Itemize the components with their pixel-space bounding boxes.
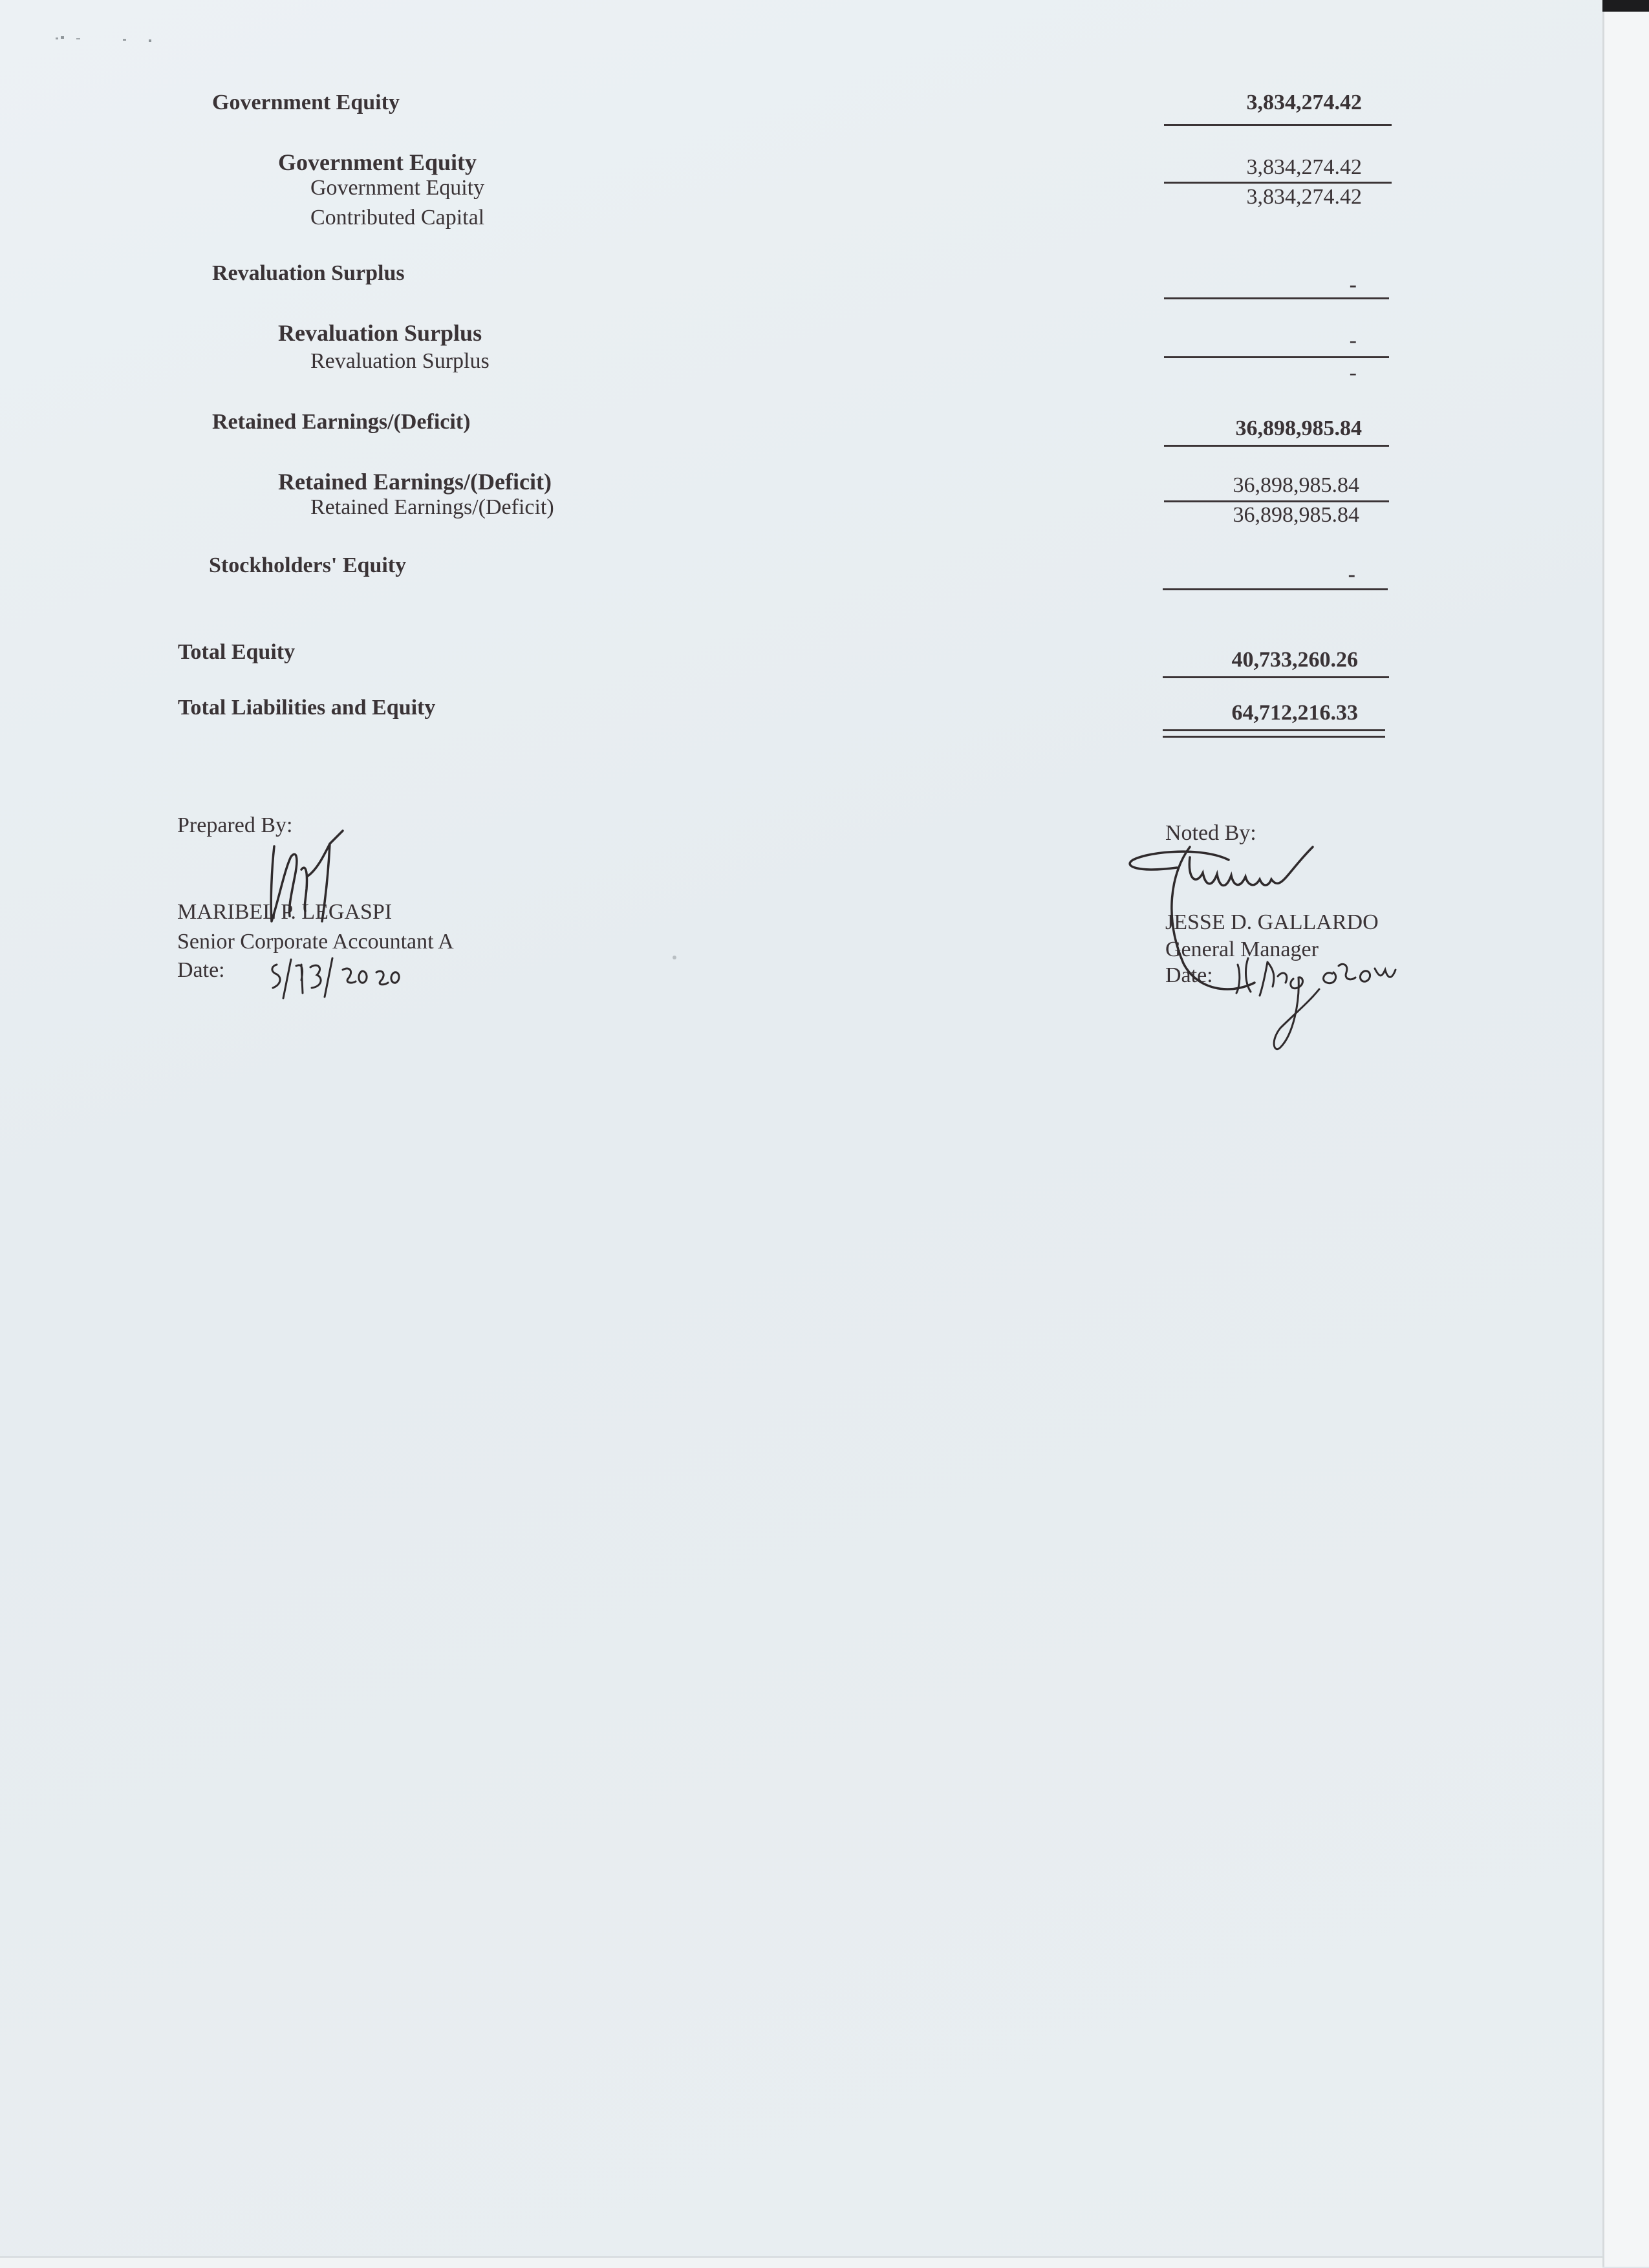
sub-heading-amount: 36,898,985.84 xyxy=(1233,473,1359,497)
noted-caption: Noted By: xyxy=(1165,821,1256,845)
scanner-margin-right xyxy=(1602,0,1649,2267)
paper-speck xyxy=(673,956,676,959)
retained-earnings-heading-row xyxy=(0,410,1602,449)
line-label: Contributed Capital xyxy=(310,206,485,230)
sub-heading: Government Equity xyxy=(278,149,477,175)
underline xyxy=(1163,588,1388,590)
section-amount: - xyxy=(1348,562,1355,586)
section-amount: - xyxy=(1349,273,1357,297)
sub-heading-amount: - xyxy=(1349,328,1357,352)
line-label: Revaluation Surplus xyxy=(310,349,490,373)
noted-date-label: Date: xyxy=(1165,963,1213,987)
total-equity-label: Total Equity xyxy=(178,640,296,664)
double-underline-top xyxy=(1163,729,1385,731)
total-liabilities-equity-label: Total Liabilities and Equity xyxy=(178,696,436,720)
line-item xyxy=(0,206,1602,244)
double-underline-bottom xyxy=(1163,736,1385,738)
section-heading: Retained Earnings/(Deficit) xyxy=(212,410,471,434)
total-equity-amount: 40,733,260.26 xyxy=(1231,648,1358,672)
noted-handwritten-date xyxy=(1229,950,1461,1060)
line-label: Government Equity xyxy=(310,176,485,200)
scanner-margin-bottom xyxy=(0,2256,1602,2268)
stockholders-equity-heading-row xyxy=(0,553,1602,592)
line-amount: 36,898,985.84 xyxy=(1233,503,1359,527)
prepared-title: Senior Corporate Accountant A xyxy=(177,930,454,954)
prepared-name: MARIBEL P. LEGASPI xyxy=(177,900,393,924)
sub-heading: Retained Earnings/(Deficit) xyxy=(278,469,552,495)
scan-specks xyxy=(52,32,181,52)
prepared-caption: Prepared By: xyxy=(177,813,293,837)
section-amount: 36,898,985.84 xyxy=(1235,416,1362,440)
section-amount: 3,834,274.42 xyxy=(1246,91,1362,114)
total-liabilities-equity-amount: 64,712,216.33 xyxy=(1231,701,1358,725)
noted-name: JESSE D. GALLARDO xyxy=(1165,910,1379,934)
prepared-date-label: Date: xyxy=(177,958,225,982)
sub-heading: Revaluation Surplus xyxy=(278,320,482,346)
underline xyxy=(1164,297,1389,299)
total-liabilities-equity-row xyxy=(0,696,1602,734)
section-heading: Revaluation Surplus xyxy=(212,261,405,285)
prepared-handwritten-date xyxy=(265,957,407,1002)
revaluation-surplus-heading-row xyxy=(0,261,1602,300)
underline xyxy=(1163,676,1389,678)
line-label: Retained Earnings/(Deficit) xyxy=(310,495,554,519)
section-heading: Stockholders' Equity xyxy=(209,553,407,577)
noted-title: General Manager xyxy=(1165,937,1319,961)
underline xyxy=(1164,445,1389,447)
total-equity-row xyxy=(0,640,1602,679)
underline xyxy=(1164,124,1392,126)
government-equity-heading-row xyxy=(0,91,1602,129)
section-heading: Government Equity xyxy=(212,91,400,114)
sub-heading-amount: 3,834,274.42 xyxy=(1246,155,1362,179)
line-item xyxy=(0,349,1602,388)
line-item xyxy=(0,495,1602,534)
scanner-shadow xyxy=(1602,0,1649,12)
line-amount: 3,834,274.42 xyxy=(1246,185,1362,209)
line-amount: - xyxy=(1349,361,1357,385)
